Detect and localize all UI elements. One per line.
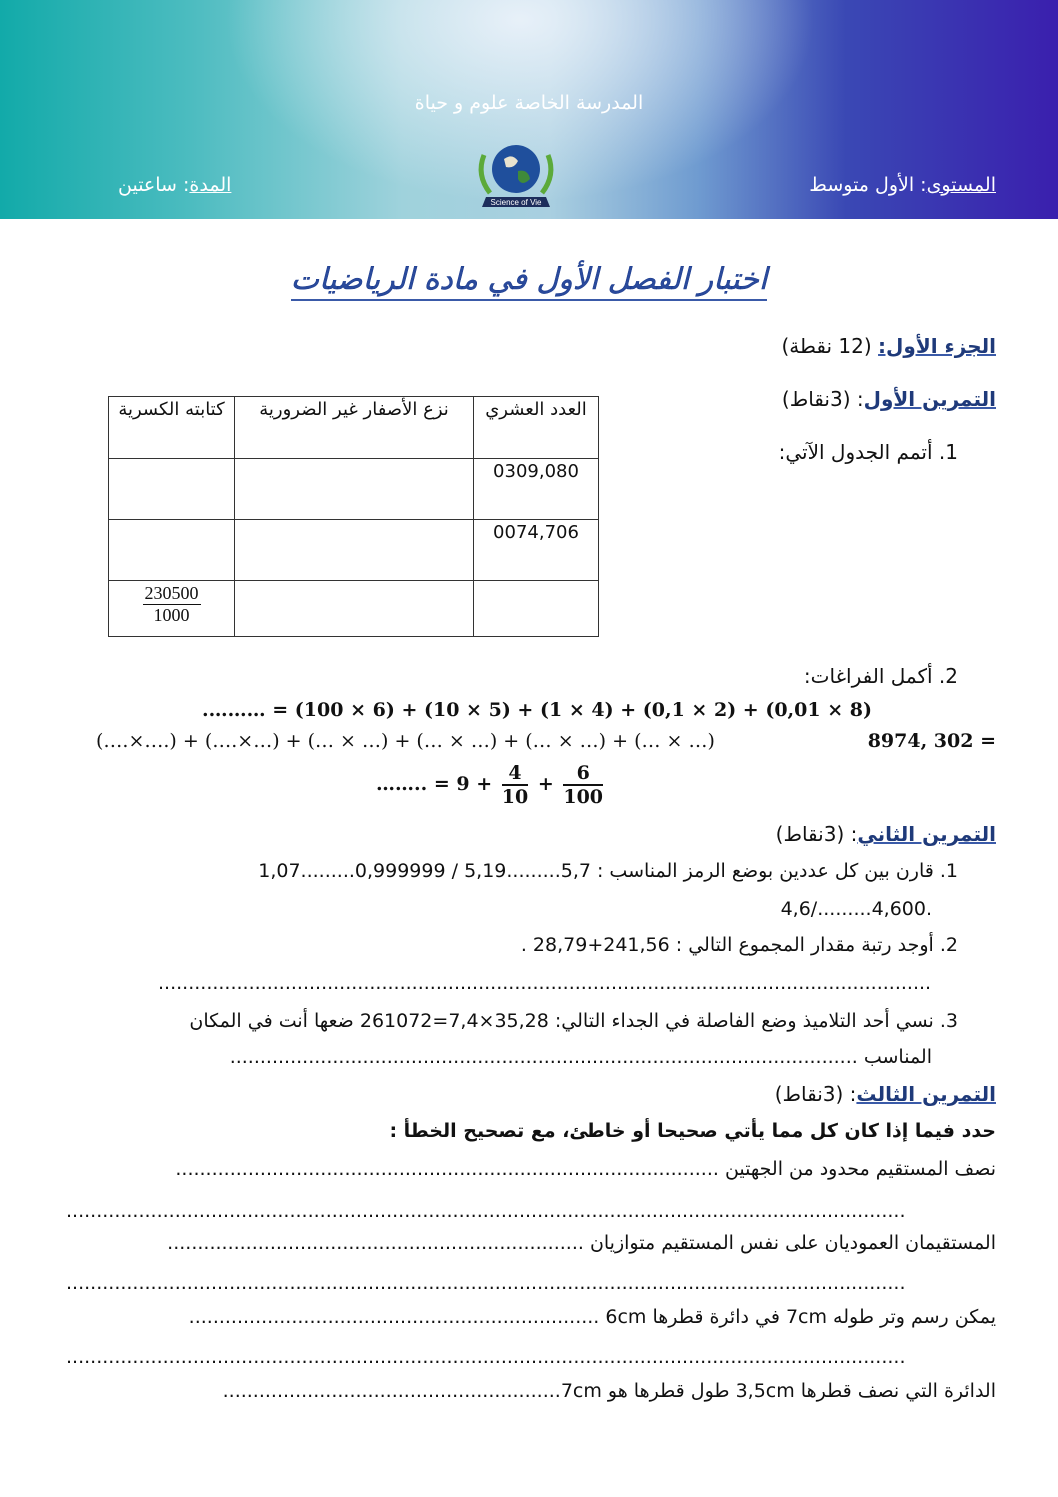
part1-points: (12 نقطة): [781, 334, 879, 358]
part1-label: الجزء الأول:: [878, 334, 996, 358]
cell-fraction[interactable]: [109, 459, 235, 520]
ex3-points: : (3نقاط): [774, 1082, 857, 1106]
cell-decimal: 0309,080: [474, 459, 599, 520]
school-name: المدرسة الخاصة علوم و حياة: [414, 92, 644, 114]
ex3-instruction: حدد فيما إذا كان كل مما يأتي صحيحا أو خاطئ، مع تصحيح الخطأ :: [389, 1120, 996, 1142]
equation-3: …….. = 9 + $\frac{4}{10}$ + $\frac{6}{100}$: [376, 762, 604, 808]
cell-decimal[interactable]: [474, 581, 599, 637]
ex3-label: التمرين الثالث: [856, 1082, 996, 1106]
cell-fraction[interactable]: [109, 520, 235, 581]
level-info: [809, 174, 996, 196]
header-banner: [0, 0, 1058, 219]
ex2-q3-line2[interactable]: المناسب ........................................................................................................: [229, 1046, 932, 1068]
ex1-q1: 1. أتمم الجدول الآتي:: [778, 440, 958, 464]
answer-line[interactable]: ................................................................................................................................: [158, 972, 932, 994]
ex1-q2: 2. أكمل الفراغات:: [803, 664, 958, 688]
equation-2: [96, 730, 715, 752]
fraction-numerator: 230500: [144, 583, 199, 603]
equation-2-lhs: 8974, 302 =: [867, 730, 996, 752]
header-stripped: نزع الأصفار غير الضرورية: [235, 397, 474, 459]
duration-label: المدة: [189, 174, 232, 196]
statement-item[interactable]: يمكن رسم وتر طوله 7cm في دائرة قطرها 6cm ....................................................................: [188, 1306, 996, 1328]
cell-fraction: [109, 581, 235, 637]
decimal-table: [108, 396, 599, 637]
cell-decimal: 0074,706: [474, 520, 599, 581]
equation-1: (8 × 0,01) + (2 × 0,1) + (4 × 1) + (5 × 10) + (6 × 100) = ……….: [202, 699, 872, 721]
table-row: [109, 581, 599, 637]
equation-2-blanks: (….×….) + (….×…) + (… × …) + (… × …) + (… × …) + (… × …): [96, 730, 715, 752]
table-row: [109, 459, 599, 520]
school-logo-icon: [470, 135, 562, 215]
ex1-points: : (3نقاط): [781, 387, 864, 411]
answer-line[interactable]: ...........................................................................................................................................: [66, 1272, 906, 1294]
table-header-row: [109, 397, 599, 459]
duration-info: [118, 174, 231, 196]
ex2-q1-line1: 1. قارن بين كل عددين بوضع الرمز المناسب : 5,7.........5,19 / 0,999999.........1,07: [258, 860, 958, 882]
fraction: [143, 583, 201, 626]
ex3-heading: [775, 1082, 996, 1106]
cell-stripped[interactable]: [235, 520, 474, 581]
exam-title: اختبار الفصل الأول في مادة الرياضيات: [0, 262, 1058, 297]
statement-item[interactable]: المستقيمان العموديان على نفس المستقيم متوازيان .....................................................................: [167, 1232, 996, 1254]
ex2-q3-line1: 3. نسي أحد التلاميذ وضع الفاصلة في الجداء التالي: 35,28×7,4=261072 ضعها أنت في المكان: [189, 1010, 958, 1032]
ex2-points: : (3نقاط): [775, 822, 858, 846]
cell-stripped[interactable]: [235, 581, 474, 637]
duration-value: : ساعتين: [118, 174, 190, 196]
header-decimal: العدد العشري: [474, 397, 599, 459]
table-row: [109, 520, 599, 581]
ex1-heading: [782, 387, 996, 411]
ex2-q1-line2: 4,6/.........4,600.: [780, 898, 932, 920]
fraction-6-100: $\frac{6}{100}$: [563, 762, 604, 808]
fraction-4-10: $\frac{4}{10}$: [501, 762, 529, 808]
cell-stripped[interactable]: [235, 459, 474, 520]
ex2-q2: 2. أوجد رتبة مقدار المجموع التالي : 241,56+28,79 .: [520, 934, 958, 956]
level-label: المستوى: [926, 174, 996, 196]
ex2-label: التمرين الثاني: [857, 822, 996, 846]
ex1-label: التمرين الأول: [863, 387, 996, 411]
statement-item[interactable]: نصف المستقيم محدود من الجهتين ..........................................................................................: [175, 1158, 996, 1180]
statement-item[interactable]: الدائرة التي نصف قطرها 3,5cm طول قطرها هو 7cm........................................................: [222, 1380, 996, 1402]
logo-text: Science of Vie: [490, 198, 542, 207]
equation-3-lead: …….. = 9 +: [376, 773, 499, 795]
answer-line[interactable]: ...........................................................................................................................................: [66, 1200, 906, 1222]
header-fraction: كتابته الكسرية: [109, 397, 235, 459]
ex2-heading: [776, 822, 996, 846]
part1-heading: [781, 334, 996, 358]
answer-line[interactable]: ...........................................................................................................................................: [66, 1346, 906, 1368]
fraction-denominator: 1000: [153, 605, 190, 625]
level-value: : الأول متوسط: [809, 174, 927, 196]
